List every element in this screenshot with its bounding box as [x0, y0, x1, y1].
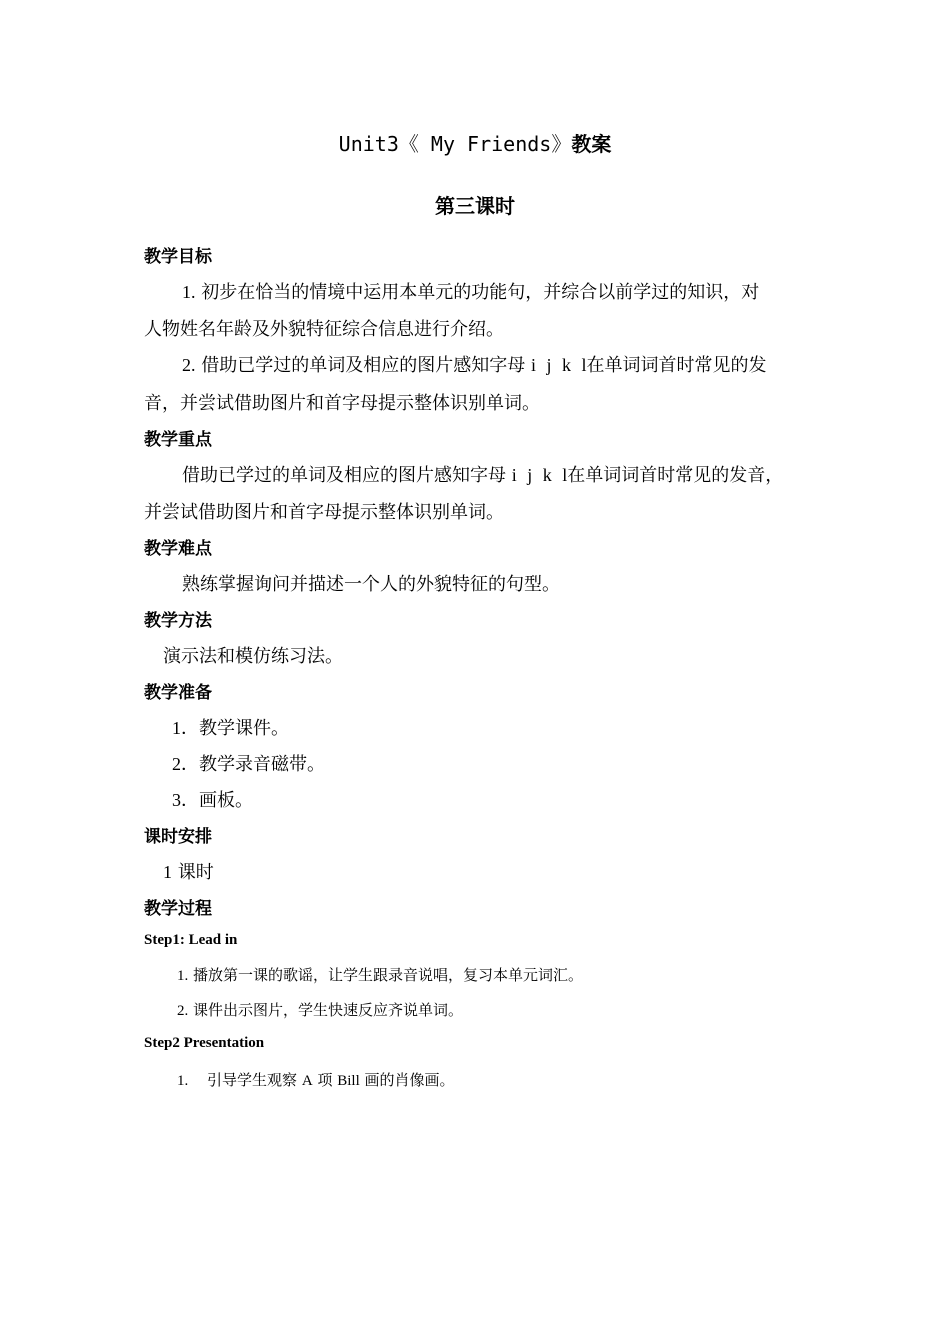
key-points-line-2: 并尝试借助图片和首字母提示整体识别单词。: [144, 502, 504, 523]
title-english: Unit3《 My Friends》: [338, 132, 572, 156]
step-1-item-2-number: 2.: [177, 1003, 189, 1019]
goals-item-1-number: 1.: [182, 282, 196, 302]
preparation-item-2: [172, 750, 325, 776]
step-1-item-1: [177, 964, 583, 985]
goals-item-1-line-2: 人物姓名年龄及外貌特征综合信息进行介绍。: [144, 319, 504, 340]
process-heading: 教学过程: [144, 899, 212, 919]
goals-item-2-line-2: 音，并尝试借助图片和首字母提示整体识别单词。: [144, 393, 540, 414]
step-2-label: Step2 Presentation: [144, 1035, 265, 1051]
preparation-item-3-number: 3．: [172, 790, 199, 810]
step-2-item-1-text-d: Bill: [337, 1073, 360, 1089]
difficult-points-line-1: 熟练掌握询问并描述一个人的外貌特征的句型。: [182, 574, 560, 595]
key-points-line-1: [182, 461, 783, 487]
preparation-item-3: [172, 786, 253, 812]
preparation-item-2-text: 教学录音磁带。: [199, 754, 325, 775]
lesson-subtitle: 第三课时: [435, 194, 515, 218]
key-points-text-b: 在单词词首时常见的发音，: [567, 465, 784, 486]
step-2-item-1: [177, 1069, 455, 1090]
goals-item-2-letters: i j k l: [530, 355, 587, 375]
method-line-1: 演示法和模仿练习法。: [163, 646, 343, 667]
key-points-letters: i j k l: [511, 465, 568, 485]
goals-item-1-line-1: [182, 278, 759, 304]
title-chinese: 教案: [571, 132, 612, 156]
preparation-item-1: [172, 714, 289, 740]
key-points-heading: 教学重点: [144, 430, 212, 450]
step-2-item-1-text-a: 引导学生观察: [207, 1071, 298, 1089]
step-1-item-1-text: 播放第一课的歌谣，让学生跟录音说唱，复习本单元词汇。: [193, 966, 584, 984]
goals-heading: 教学目标: [144, 247, 212, 267]
schedule-text: 课时: [177, 862, 214, 883]
document-title: [0, 128, 950, 157]
step-2-item-1-text-b: A: [301, 1073, 313, 1089]
preparation-item-3-text: 画板。: [199, 790, 253, 811]
goals-item-1-text: 初步在恰当的情境中运用本单元的功能句，并综合以前学过的知识，对: [201, 282, 760, 303]
goals-item-2-text-a: 借助已学过的单词及相应的图片感知字母: [201, 355, 526, 376]
difficult-points-heading: 教学难点: [144, 539, 212, 559]
goals-item-2-text-b: 在单词词首时常见的发: [586, 355, 767, 376]
step-1-item-2: [177, 999, 463, 1020]
step-2-item-1-text-c: 项: [317, 1071, 333, 1089]
schedule-line-1: [163, 858, 214, 884]
method-heading: 教学方法: [144, 611, 212, 631]
goals-item-2-line-1: [182, 351, 766, 377]
schedule-heading: 课时安排: [144, 827, 212, 847]
step-1-item-2-text: 课件出示图片，学生快速反应齐说单词。: [193, 1001, 464, 1019]
step-2-item-1-text-e: 画的肖像画。: [364, 1071, 455, 1089]
step-1-item-1-number: 1.: [177, 968, 189, 984]
schedule-number: 1: [163, 862, 172, 882]
goals-item-2-number: 2.: [182, 355, 196, 375]
preparation-heading: 教学准备: [144, 683, 212, 703]
key-points-text-a: 借助已学过的单词及相应的图片感知字母: [182, 465, 506, 486]
preparation-item-1-text: 教学课件。: [199, 718, 289, 739]
step-1-label: Step1: Lead in: [144, 932, 238, 948]
preparation-item-2-number: 2．: [172, 754, 199, 774]
step-2-item-1-number: 1.: [177, 1073, 189, 1089]
preparation-item-1-number: 1．: [172, 718, 199, 738]
